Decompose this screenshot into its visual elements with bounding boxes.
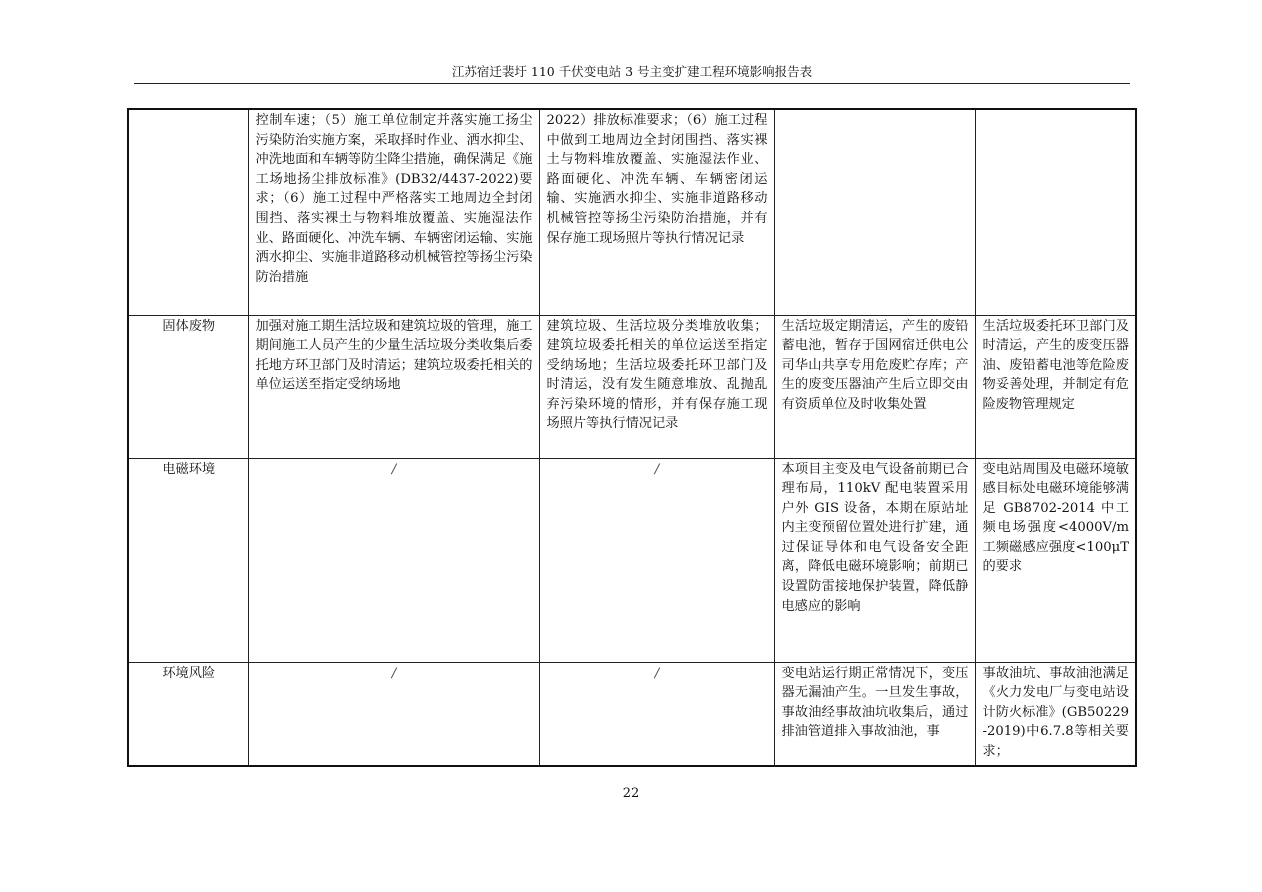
table-row	[128, 458, 1136, 662]
cell-operation: 变电站运行期正常情况下，变压器无漏油产生。一旦发生事故，事故油经事故油坑收集后，通过排油管道排入事故油池，事	[774, 662, 975, 766]
table-row	[128, 662, 1136, 766]
row-category: 环境风险	[128, 662, 248, 766]
table-row	[128, 315, 1136, 458]
cell-measures: 加强对施工期生活垃圾和建筑垃圾的管理，施工期间施工人员产生的少量生活垃圾分类收集后委托地方环卫部门及时清运；建筑垃圾委托相关的单位运送至指定受纳场地	[248, 315, 539, 458]
table-row	[128, 109, 1136, 315]
cell-operation	[774, 109, 975, 315]
cell-measures: /	[248, 458, 539, 662]
row-category: 固体废物	[128, 315, 248, 458]
cell-measures: /	[248, 662, 539, 766]
cell-measures: 控制车速；（5）施工单位制定并落实施工扬尘污染防治实施方案，采取择时作业、洒水抑尘、冲洗地面和车辆等防尘降尘措施，确保满足《施工场地扬尘排放标准》(DB32/4437-2022)要求；（6）施工过程中严格落实工地周边全封闭围挡、落实裸土与物料堆放覆盖、实施湿法作业、路面硬化、冲洗车辆、车辆密闭运输、实施洒水抑尘、实施非道路移动机械管控等扬尘污染防治措施	[248, 109, 539, 315]
measures-table	[127, 108, 1137, 767]
cell-operation: 本项目主变及电气设备前期已合理布局，110kV 配电装置采用户外 GIS 设备，本期在原站址内主变预留位置处进行扩建，通过保证导体和电气设备安全距离，降低电磁环境影响；前期已设置防雷接地保护装置，降低静电感应的影响	[774, 458, 975, 662]
cell-requirement: 生活垃圾委托环卫部门及时清运，产生的废变压器油、废铅蓄电池等危险废物妥善处理，并制定有危险废物管理规定	[975, 315, 1136, 458]
header-rule	[134, 83, 1130, 84]
cell-operation: 生活垃圾定期清运，产生的废铅蓄电池，暂存于国网宿迁供电公司华山共享专用危废贮存库；产生的废变压器油产生后立即交由有资质单位及时收集处置	[774, 315, 975, 458]
row-category	[128, 109, 248, 315]
cell-execution: 2022）排放标准要求；（6）施工过程中做到工地周边全封闭围挡、落实裸土与物料堆放覆盖、实施湿法作业、路面硬化、冲洗车辆、车辆密闭运输、实施洒水抑尘、实施非道路移动机械管控等扬尘污染防治措施，并有保存施工现场照片等执行情况记录	[539, 109, 774, 315]
cell-requirement: 变电站周围及电磁环境敏感目标处电磁环境能够满足 GB8702-2014 中工频电场强度<4000V/m 工频磁感应强度<100μT 的要求	[975, 458, 1136, 662]
cell-execution: 建筑垃圾、生活垃圾分类堆放收集；建筑垃圾委托相关的单位运送至指定受纳场地；生活垃圾委托环卫部门及时清运，没有发生随意堆放、乱抛乱弃污染环境的情形，并有保存施工现场照片等执行情况记录	[539, 315, 774, 458]
running-header: 江苏宿迁裴圩 110 千伏变电站 3 号主变扩建工程环境影响报告表	[451, 64, 813, 79]
cell-requirement	[975, 109, 1136, 315]
cell-execution: /	[539, 662, 774, 766]
page-number: 22	[622, 786, 640, 801]
row-category: 电磁环境	[128, 458, 248, 662]
cell-execution: /	[539, 458, 774, 662]
cell-requirement: 事故油坑、事故油池满足《火力发电厂与变电站设计防火标准》(GB50229-2019)中6.7.8等相关要求；	[975, 662, 1136, 766]
